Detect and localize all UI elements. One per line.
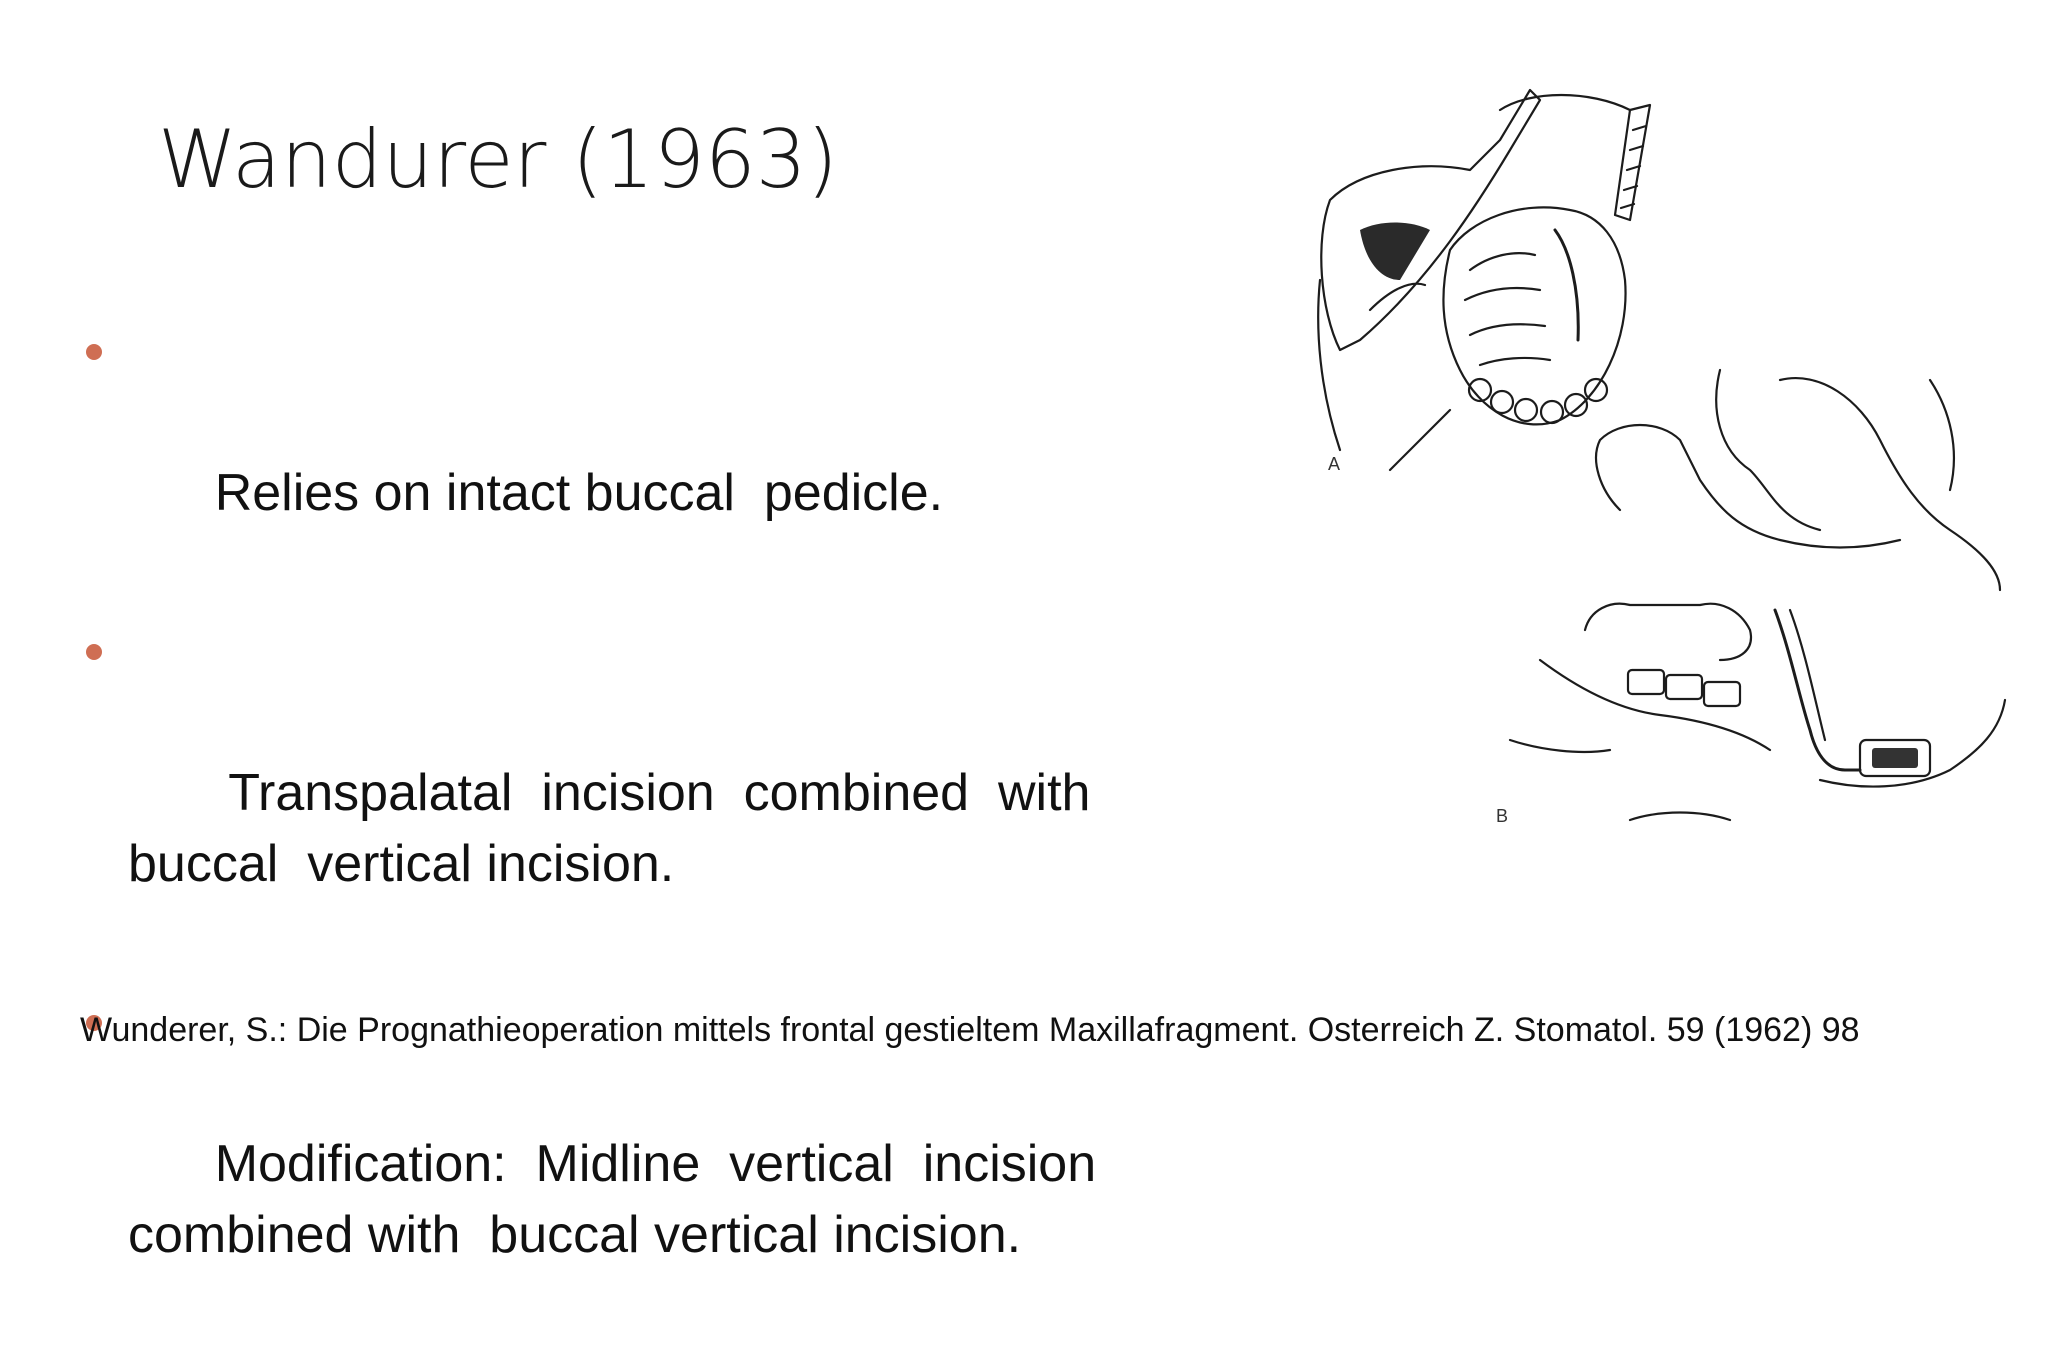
illustration-label-b: B <box>1496 806 1509 826</box>
bullet-dot-icon <box>86 644 102 660</box>
surgical-illustration <box>1300 50 2020 850</box>
illustration-label-a: A <box>1328 454 1341 474</box>
bullet-text: Modification: Midline vertical incision combined with buccal vertical incision. <box>128 1135 1111 1264</box>
bullet-item <box>80 616 1118 971</box>
citation-reference: Wunderer, S.: Die Prognathieoperation mittels frontal gestieltem Maxillafragment. Osterreich Z. Stomatol. 59 (1962) 98 <box>80 1011 1860 1049</box>
illustration-panel-a <box>1318 90 1650 470</box>
bullet-text: Transpalatal incision combined with buccal vertical incision. <box>128 764 1105 893</box>
bullet-list <box>80 316 1111 1358</box>
illustration-panel-b <box>1510 370 2005 820</box>
bullet-text: Relies on intact buccal pedicle. <box>214 464 944 522</box>
bullet-item <box>80 316 1100 600</box>
bullet-dot-icon <box>86 344 102 360</box>
slide-title: Wandurer (1963) <box>158 113 838 206</box>
